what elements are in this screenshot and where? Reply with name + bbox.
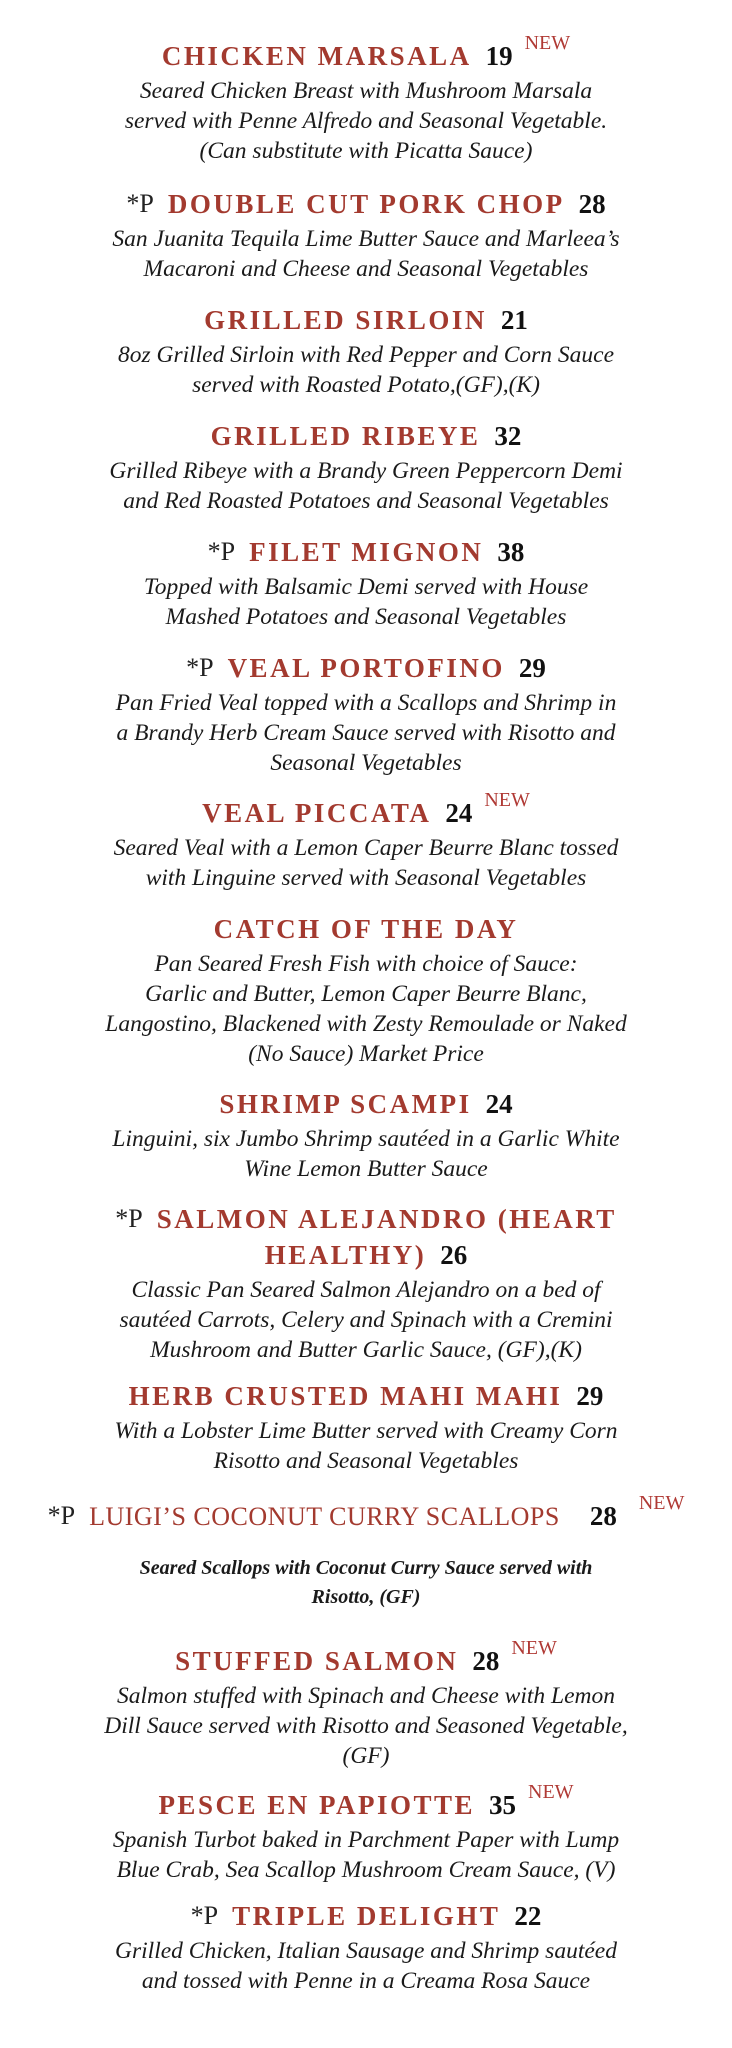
item-name: VEAL PICCATA [202, 798, 432, 828]
menu-item-veal-portofino [0, 652, 732, 778]
item-description: Seared Veal with a Lemon Caper Beurre Blanc tossed with Linguine served with Seasonal Vegetables [113, 835, 619, 891]
item-title [0, 304, 732, 340]
new-badge: NEW [638, 1492, 685, 1514]
new-badge: NEW [511, 1637, 557, 1659]
item-price: 28 [578, 189, 606, 219]
item-description: San Juanita Tequila Lime Butter Sauce and Marleea’s Macaroni and Cheese and Seasonal Vegetables [112, 226, 620, 282]
item-prefix: *P [47, 1501, 76, 1530]
item-description: Salmon stuffed with Spinach and Cheese with Lemon Dill Sauce served with Risotto and Seasoned Vegetable, (GF) [104, 1683, 628, 1769]
item-title [0, 789, 732, 833]
item-description: Seared Chicken Breast with Mushroom Marsala served with Penne Alfredo and Seasonal Vegetable. (Can substitute with Picatta Sauce) [124, 78, 608, 164]
item-title [0, 1380, 732, 1416]
item-description: Spanish Turbot baked in Parchment Paper with Lump Blue Crab, Sea Scallop Mushroom Cream Sauce, (V) [112, 1827, 620, 1883]
item-title [0, 32, 732, 76]
item-name: CHICKEN MARSALA [161, 41, 472, 71]
item-title [0, 1203, 732, 1239]
item-description: Pan Seared Fresh Fish with choice of Sauce: Garlic and Butter, Lemon Caper Beurre Blanc, Langostino, Blackened with Zesty Remoulade or Naked (No Sauce) Market Price [105, 951, 627, 1067]
menu-item-veal-piccata [0, 789, 732, 893]
item-price: 38 [497, 537, 525, 567]
item-title [0, 1637, 732, 1681]
item-price: 28 [472, 1646, 500, 1676]
item-name: SHRIMP SCAMPI [219, 1089, 472, 1119]
item-description: Pan Fried Veal topped with a Scallops and Shrimp in a Brandy Herb Cream Sauce served with Risotto and Seasonal Vegetables [115, 690, 617, 776]
item-description: With a Lobster Lime Butter served with Creamy Corn Risotto and Seasonal Vegetables [114, 1418, 618, 1474]
item-price: 19 [485, 41, 513, 71]
item-price: 32 [494, 421, 522, 451]
menu-item-triple-delight [0, 1900, 732, 1996]
item-price: 29 [518, 653, 546, 683]
item-name: DOUBLE CUT PORK CHOP [167, 189, 565, 219]
item-prefix: *P [186, 653, 214, 682]
item-description: Linguini, six Jumbo Shrimp sautéed in a Garlic White Wine Lemon Butter Sauce [112, 1126, 620, 1182]
item-description: Classic Pan Seared Salmon Alejandro on a bed of sautéed Carrots, Celery and Spinach with a Cremini Mushroom and Butter Garlic Sauce, (GF),(K) [119, 1277, 613, 1363]
item-price: 35 [489, 1790, 516, 1820]
item-description: Seared Scallops with Coconut Curry Sauce served with Risotto, (GF) [139, 1557, 593, 1608]
item-name: CATCH OF THE DAY [213, 914, 519, 944]
item-title [0, 536, 732, 572]
item-title [0, 1900, 732, 1936]
item-title [0, 1492, 732, 1536]
item-title-line-2 [0, 1239, 732, 1275]
item-description: Grilled Chicken, Italian Sausage and Shrimp sautéed and tossed with Penne in a Creama Rosa Sauce [115, 1938, 617, 1994]
item-description: Grilled Ribeye with a Brandy Green Peppercorn Demi and Red Roasted Potatoes and Seasonal Vegetables [109, 458, 623, 514]
item-title [0, 188, 732, 224]
item-name: LUIGI’S COCONUT CURRY SCALLOPS [89, 1502, 560, 1531]
item-name-continued: HEALTHY) [264, 1240, 427, 1270]
item-name: HERB CRUSTED MAHI MAHI [128, 1381, 563, 1411]
item-price: 26 [440, 1240, 468, 1270]
item-name: SALMON ALEJANDRO (HEART [156, 1204, 617, 1234]
menu-item-grilled-sirloin [0, 304, 732, 400]
menu-item-salmon-alejandro [0, 1203, 732, 1365]
item-prefix: *P [126, 189, 154, 218]
menu-item-double-cut-pork-chop [0, 188, 732, 284]
menu-item-grilled-ribeye [0, 420, 732, 516]
menu-item-catch-of-the-day [0, 913, 732, 1069]
item-title [0, 652, 732, 688]
item-title [0, 913, 732, 949]
new-badge: NEW [524, 32, 571, 54]
item-description: 8oz Grilled Sirloin with Red Pepper and Corn Sauce served with Roasted Potato,(GF),(K) [117, 342, 615, 398]
item-name: TRIPLE DELIGHT [232, 1901, 501, 1931]
item-price: 22 [514, 1901, 542, 1931]
menu-item-stuffed-salmon [0, 1637, 732, 1771]
item-price: 28 [589, 1501, 617, 1531]
item-title [0, 1088, 732, 1124]
item-title [0, 1781, 732, 1825]
item-prefix: *P [190, 1901, 219, 1930]
item-price: 21 [500, 305, 528, 335]
menu-item-coconut-curry-scallops [0, 1492, 732, 1612]
item-name: VEAL PORTOFINO [227, 653, 505, 683]
item-name: GRILLED SIRLOIN [204, 305, 487, 335]
item-name: FILET MIGNON [249, 537, 484, 567]
menu-item-chicken-marsala [0, 32, 732, 166]
item-price: 24 [445, 798, 473, 828]
item-description: Topped with Balsamic Demi served with House Mashed Potatoes and Seasonal Vegetables [143, 574, 589, 630]
menu-item-herb-crusted-mahi-mahi [0, 1380, 732, 1476]
new-badge: NEW [528, 1781, 574, 1803]
item-name: PESCE EN PAPIOTTE [158, 1790, 475, 1820]
menu-item-pesce-en-papiotte [0, 1781, 732, 1885]
menu-item-shrimp-scampi [0, 1088, 732, 1184]
item-prefix: *P [207, 537, 236, 566]
item-price: 24 [485, 1089, 513, 1119]
item-price: 29 [576, 1381, 604, 1411]
item-title [0, 420, 732, 456]
item-name: STUFFED SALMON [175, 1646, 459, 1676]
new-badge: NEW [484, 789, 530, 811]
menu-item-filet-mignon [0, 536, 732, 632]
item-name: GRILLED RIBEYE [210, 421, 481, 451]
item-prefix: *P [115, 1204, 143, 1233]
